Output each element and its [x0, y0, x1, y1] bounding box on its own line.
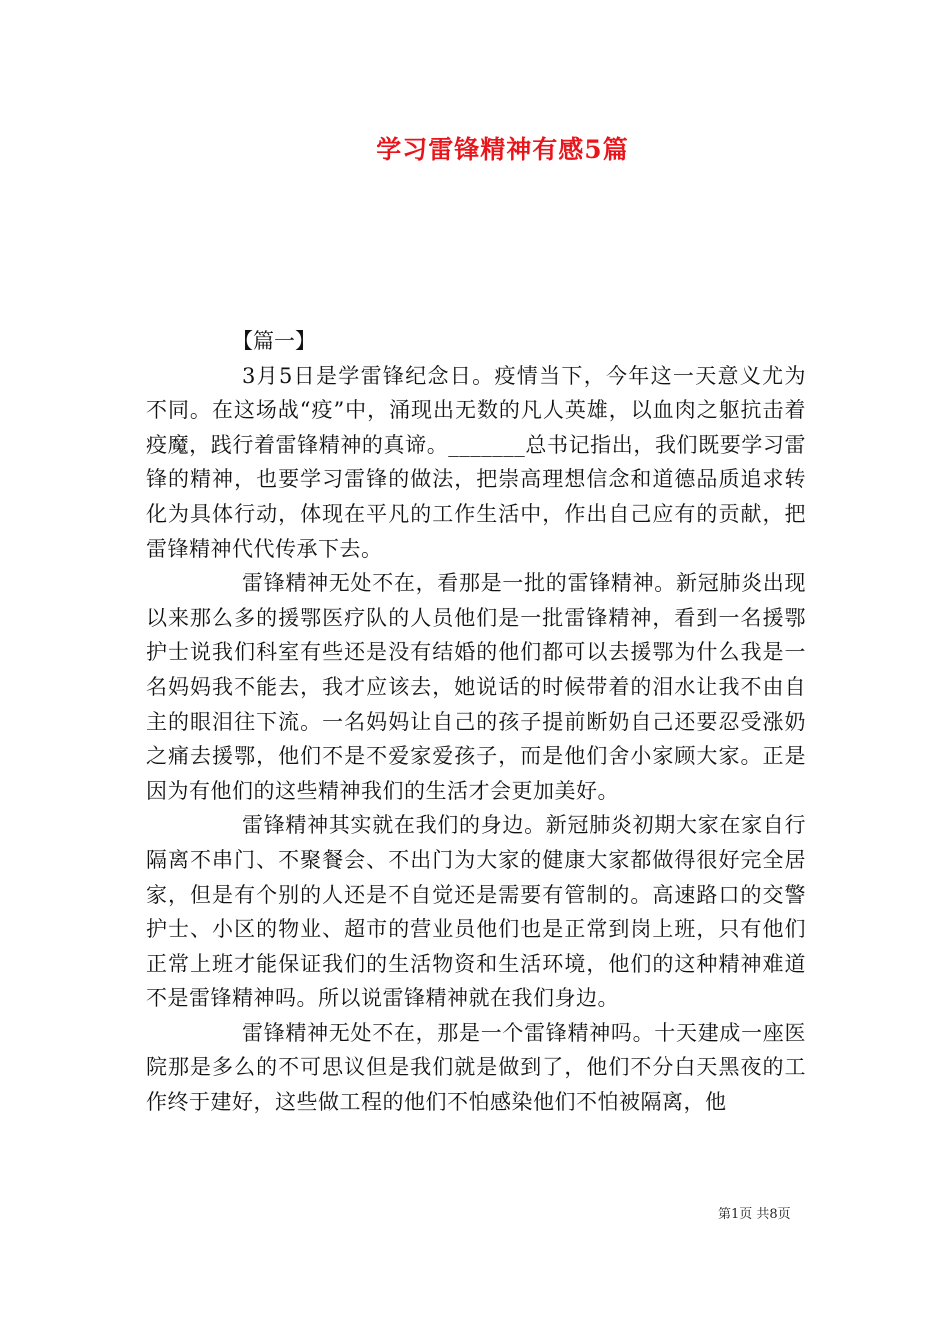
paragraph: 雷锋精神其实就在我们的身边。新冠肺炎初期大家在家自行隔离不串门、不聚餐会、不出门为大家的健康大家都做得很好完全居家，但是有个别的人还是不自觉还是需要有管制的。高速路口的交警护士、小区的物业、超市的营业员他们也是正常到岗上班，只有他们正常上班才能保证我们的生活物资和生活环境，他们的这种精神难道不是雷锋精神吗。所以说雷锋精神就在我们身边。 — [146, 813, 806, 1011]
page-number-footer: 第1页 共8页 — [718, 1207, 791, 1222]
paragraph: 雷锋精神无处不在，那是一个雷锋精神吗。十天建成一座医院那是多么的不可思议但是我们就是做到了，他们不分白天黑夜的工作终于建好，这些做工程的他们不怕感染他们不怕被隔离，他 — [146, 1020, 806, 1115]
document-body — [146, 324, 806, 1120]
paragraph: 3月5日是学雷锋纪念日。疫情当下，今年这一天意义尤为不同。在这场战“疫”中，涌现出无数的凡人英雄，以血肉之躯抗击着疫魔，践行着雷锋精神的真谛。_______总书记指出，我们既要学习雷锋的精神，也要学习雷锋的做法，把崇高理想信念和道德品质追求转化为具体行动，体现在平凡的工作生活中，作出自己应有的贡献，把雷锋精神代代传承下去。 — [146, 363, 806, 561]
document-title: 学习雷锋精神有感5篇 — [376, 135, 629, 164]
section-heading: 【篇一】 — [232, 329, 316, 353]
paragraph: 雷锋精神无处不在，看那是一批的雷锋精神。新冠肺炎出现以来那么多的援鄂医疗队的人员他们是一批雷锋精神，看到一名援鄂护士说我们科室有些还是没有结婚的他们都可以去援鄂为什么我是一名妈妈我不能去，我才应该去，她说话的时候带着的泪水让我不由自主的眼泪往下流。一名妈妈让自己的孩子提前断奶自己还要忍受涨奶之痛去援鄂，他们不是不爱家爱孩子，而是他们舍小家顾大家。正是因为有他们的这些精神我们的生活才会更加美好。 — [146, 571, 806, 803]
